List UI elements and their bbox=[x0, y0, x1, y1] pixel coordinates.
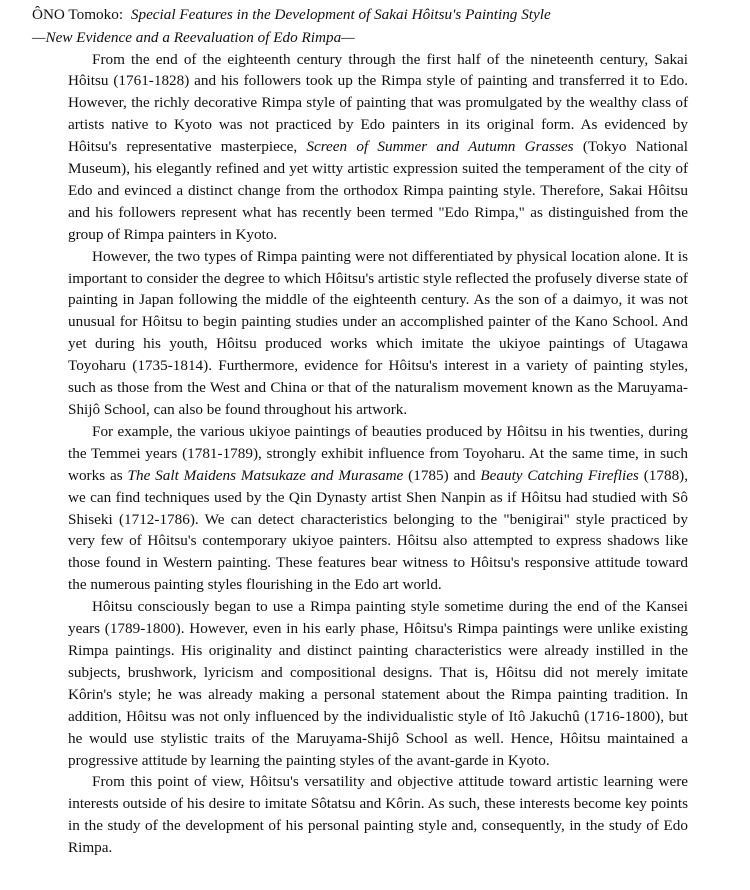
work-title: Screen of Summer and Autumn Grasses bbox=[306, 138, 574, 156]
paragraph-1-text-b: (Tokyo National Museum), his elegantly refined and yet witty artistic expression suited the temperament of the city of Edo and evinced a distinct change from the orthodox Rimpa painting style. Therefore, Sakai Hôitsu and his followers represent what has recently been termed "Edo Rimpa," as distinguished from the group of Rimpa painters in Kyoto. bbox=[68, 138, 689, 243]
paragraph-2: However, the two types of Rimpa painting were not differentiated by physical location alone. It is important to consider the degree to which Hôitsu's artistic style reflected the profusely diverse state of painting in Japan following the middle of the eighteenth century. As the son of a daimyo, it was not unusual for Hôitsu to begin painting studies under an accomplished painter of the Kano School. And yet during his youth, Hôitsu produced works which imitate the ukiyoe paintings of Utagawa Toyoharu (1735-1814). Furthermore, evidence for Hôitsu's interest in a variety of painting styles, such as those from the West and China or that of the naturalism movement known as the Maruyama-Shijô School, can also be found throughout his artwork. bbox=[68, 247, 688, 418]
title-separator: : bbox=[118, 6, 124, 23]
paragraph-1-text-a: From the end of the eighteenth century through the first half of the nineteenth century, Sakai Hôitsu (1761-1828) and his followers took up the Rimpa style of painting and transferred it to Edo. However, the richly decorative Rimpa style of painting that was promulgated by the wealthy class of artists native to Kyoto was not practiced by Edo painters in its original form. As evidenced by Hôitsu's representative masterpiece, bbox=[68, 50, 688, 156]
paragraph-3-text-c: (1788), we can find techniques used by the Qin Dynasty artist Shen Nanpin as if Hôitsu had studied with Sô Shiseki (1712-1786). We can detect characteristics belonging to the "benigirai" style practiced by very few of Hôitsu's contemporary ukiyoe painters. Hôitsu also attempted to express shadows like those found in Western painting. These features bear witness to Hôitsu's responsive attitude toward the numerous painting styles flourishing in the Edo art world. bbox=[68, 466, 689, 594]
article-title bbox=[32, 4, 688, 27]
paragraph-1 bbox=[68, 49, 688, 246]
work-title: Beauty Catching Fireflies bbox=[480, 466, 639, 484]
author-name: ÔNO Tomoko bbox=[32, 6, 119, 23]
article-subtitle: —New Evidence and a Reevaluation of Edo Rimpa— bbox=[32, 28, 355, 46]
title-text: Special Features in the Development of Sakai Hôitsu's Painting Style bbox=[130, 6, 551, 23]
paragraph-5: From this point of view, Hôitsu's versatility and objective attitude toward artistic learning were interests outside of his desire to imitate Sôtatsu and Kôrin. As such, these interests become key points in the study of the development of his personal painting style and, consequently, in the study of Edo Rimpa. bbox=[68, 773, 688, 857]
paragraph-3 bbox=[68, 421, 688, 596]
work-title: The Salt Maidens Matsukaze and Murasame bbox=[127, 466, 404, 484]
paragraph-3-text-b: (1785) and bbox=[403, 466, 481, 484]
paragraph-3-text-a: For example, the various ukiyoe paintings of beauties produced by Hôitsu in his twenties, during the Temmei years (1781-1789), strongly exhibit influence from Toyoharu. At the same time, in such works as bbox=[68, 422, 688, 484]
paragraph-4: Hôitsu consciously began to use a Rimpa painting style sometime during the end of the Kansei years (1789-1800). However, even in his early phase, Hôitsu's Rimpa paintings were unlike existing Rimpa paintings. His originality and distinct painting characteristics were already instilled in the subjects, brushwork, lyricism and compositional designs. That is, Hôitsu did not merely imitate Kôrin's style; he was already making a personal statement about the Rimpa painting tradition. In addition, Hôitsu was not only influenced by the individualistic style of Itô Jakuchû (1716-1800), but he would use stylistic traits of the Maruyama-Shijô School as well. Hence, Hôitsu maintained a progressive attitude by learning the painting styles of the avant-garde in Kyoto. bbox=[68, 598, 688, 769]
